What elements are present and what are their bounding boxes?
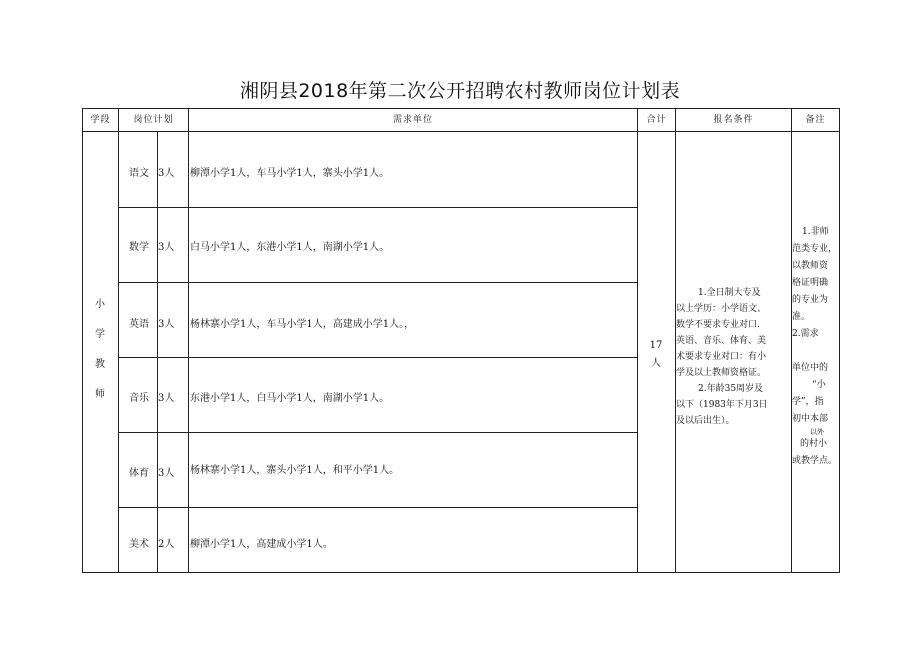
row-count: 2人 — [158, 539, 175, 550]
row-count: 3人 — [158, 393, 175, 404]
requirements-line: 以上学历：小学语文、 — [676, 304, 767, 314]
row-units: 白马小学1人，东港小学1人，南湖小学1人。 — [190, 242, 390, 253]
stage-char: 学 — [95, 329, 105, 340]
row-subject: 美术 — [129, 539, 149, 550]
requirements-line: 数学不要求专业对口. — [676, 320, 760, 330]
remarks-line: 的专业为 — [792, 295, 829, 305]
row-line-5 — [118, 507, 637, 508]
requirements-cell — [676, 285, 790, 429]
remarks-line: 单位中的 — [792, 363, 829, 373]
requirements-line: 及以后出生）。 — [676, 416, 735, 426]
stage-char: 教 — [95, 359, 105, 370]
remarks-line: 格证明确 — [792, 278, 829, 288]
row-subject: 体育 — [129, 468, 149, 479]
row-subject: 音乐 — [129, 393, 149, 404]
remarks-line: 或教学点。 — [792, 456, 838, 466]
requirements-line: 以下（1983年下月3日 — [676, 400, 768, 410]
remarks-line: 以教师资 — [792, 261, 829, 271]
row-units: 柳潭小学1人，车马小学1人，寨头小学1人。 — [190, 168, 390, 179]
table-border-left — [82, 108, 83, 573]
col-line-stage — [118, 108, 119, 573]
header-requirements: 报名条件 — [713, 115, 754, 125]
remarks-line: 学”，指 — [792, 397, 824, 407]
requirements-line: 术要求专业对口：有小 — [676, 352, 767, 362]
remarks-line: 2.需求 — [792, 329, 819, 339]
remarks-line: 准。 — [792, 312, 811, 322]
row-count: 3人 — [158, 242, 175, 253]
remarks-line — [792, 343, 840, 360]
remarks-cell — [792, 224, 840, 470]
row-line-1 — [118, 207, 637, 208]
row-subject: 语文 — [129, 168, 149, 179]
row-subject: 英语 — [129, 319, 149, 330]
row-units: 杨林寨小学1人，车马小学1人，高建成小学1人。， — [190, 319, 415, 330]
header-units: 需求单位 — [392, 115, 433, 125]
remarks-line: 初中本部 — [792, 414, 829, 424]
col-line-units — [637, 108, 638, 573]
requirements-line: 1.全日制大专及 — [698, 288, 761, 298]
table-border-bottom — [82, 572, 840, 573]
header-total: 合计 — [646, 115, 667, 125]
header-divider — [82, 131, 840, 132]
row-units: 东港小学1人，白马小学1人，南湖小学1人。 — [190, 393, 390, 404]
row-count: 3人 — [158, 168, 175, 179]
remarks-line: 以外 — [810, 428, 824, 436]
row-units: 柳潭小学1人，高建成小学1人。 — [190, 539, 333, 550]
total-cell: 17人 — [649, 340, 663, 369]
stage-cell — [90, 290, 110, 410]
page-title: 湘阴县2018年第二次公开招聘农村教师岗位计划表 — [239, 80, 681, 102]
col-line-count — [157, 131, 158, 573]
row-units: 杨林寨小学1人，寨头小学1人，和平小学1人。 — [190, 465, 400, 476]
header-plan: 岗位计划 — [133, 115, 174, 125]
remarks-line: 范类专业， — [792, 244, 838, 254]
row-count: 3人 — [158, 468, 175, 479]
header-stage: 学段 — [90, 115, 111, 125]
stage-char: 师 — [95, 389, 105, 400]
requirements-line: 学及以上教师资格证。 — [676, 368, 767, 378]
requirements-line: 2.年龄35周岁及 — [698, 384, 764, 394]
header-remarks: 备注 — [805, 115, 826, 125]
row-count: 3人 — [158, 319, 175, 330]
remarks-line: “小 — [812, 380, 826, 390]
row-line-2 — [118, 282, 637, 283]
remarks-line: 1.非师 — [802, 227, 829, 237]
row-subject: 数学 — [129, 242, 149, 253]
requirements-line: 英语、音乐、体育、美 — [676, 336, 767, 346]
stage-char: 小 — [95, 299, 105, 310]
row-line-4 — [118, 432, 637, 433]
remarks-line: 的村小 — [800, 439, 828, 449]
col-line-plan — [188, 108, 189, 573]
row-line-3 — [118, 357, 637, 358]
